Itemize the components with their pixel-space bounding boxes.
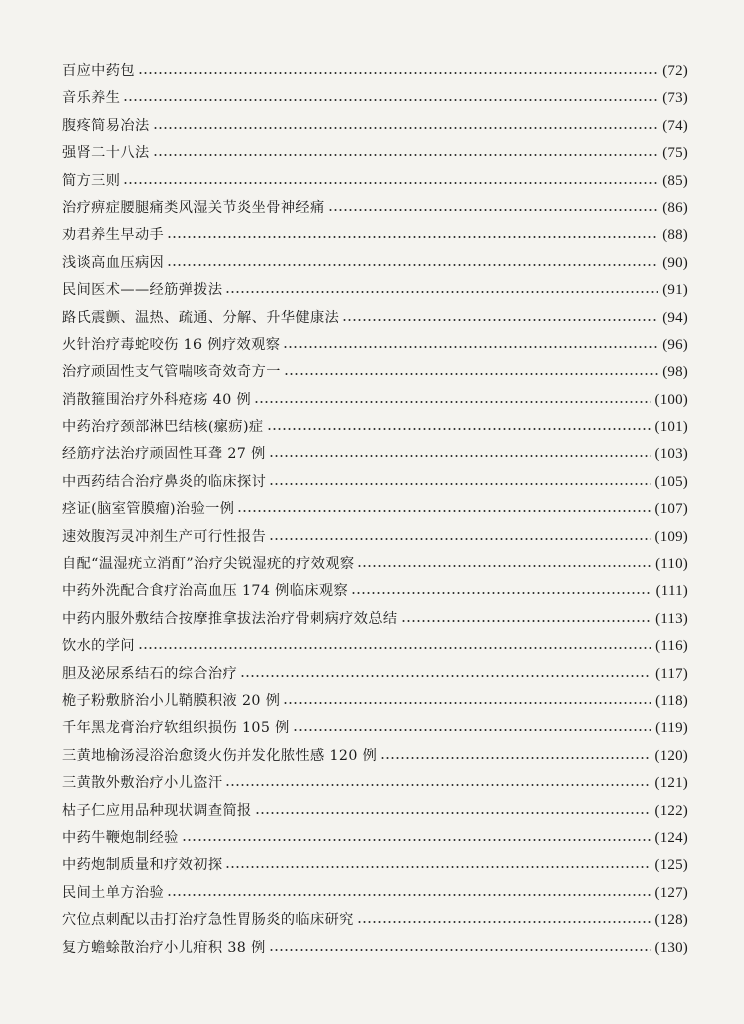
toc-entry-page-number: (113) (655, 610, 688, 627)
toc-entry-page-number: (127) (654, 884, 688, 901)
toc-entry (62, 606, 688, 633)
toc-entry-title: 桅子粉敷脐治小儿鞘膜积液 20 例 (62, 692, 281, 709)
toc-entry-title: 火针治疗毒蛇咬伤 16 例疗效观察 (62, 336, 281, 353)
dot-leader (138, 633, 651, 660)
toc-entry-page-number: (125) (654, 857, 688, 874)
toc-entry-page-number: (91) (662, 282, 688, 299)
toc-entry-title: 治疗痹症腰腿痛类风湿关节炎坐骨神经痛 (62, 199, 325, 216)
dot-leader (269, 935, 651, 962)
dot-leader (225, 277, 658, 304)
dot-leader (269, 441, 651, 468)
toc-entry-page-number: (90) (662, 254, 688, 271)
toc-entry-page-number: (116) (655, 638, 688, 655)
toc-entry (62, 496, 688, 523)
dot-leader (401, 606, 652, 633)
toc-entry-page-number: (103) (654, 446, 688, 463)
dot-leader (225, 770, 650, 797)
toc-entry-page-number: (121) (654, 775, 688, 792)
toc-entry (62, 168, 688, 195)
toc-entry-title: 穴位点刺配以击打治疗急性胃肠炎的临床研究 (62, 912, 354, 929)
toc-entry-page-number: (122) (654, 802, 688, 819)
dot-leader (269, 524, 650, 551)
toc-entry-page-number: (118) (655, 692, 688, 709)
dot-leader (284, 359, 658, 386)
toc-entry (62, 743, 688, 770)
toc-entry (62, 387, 688, 414)
dot-leader (328, 195, 659, 222)
toc-entry-page-number: (86) (662, 199, 688, 216)
dot-leader (380, 743, 650, 770)
toc-entry-page-number: (105) (654, 473, 688, 490)
toc-entry-title: 三黄地榆汤浸浴治愈烫火伤并发化脓性感 120 例 (62, 747, 378, 764)
dot-leader (225, 852, 650, 879)
toc-entry-title: 复方蟾蜍散治疗小儿疳积 38 例 (62, 939, 266, 956)
dot-leader (269, 469, 650, 496)
toc-entry-title: 音乐养生 (62, 90, 121, 107)
toc-entry (62, 852, 688, 879)
toc-entry-page-number: (85) (662, 172, 688, 189)
toc-entry (62, 414, 688, 441)
toc-entry-title: 路氏震颤、温热、疏通、分解、升华健康法 (62, 309, 340, 326)
toc-entry-page-number: (119) (655, 720, 688, 737)
dot-leader (123, 168, 658, 195)
toc-entry-page-number: (96) (662, 336, 688, 353)
toc-entry-page-number: (124) (654, 829, 688, 846)
dot-leader (237, 496, 650, 523)
toc-entry-title: 治疗顽固性支气管喘咳奇效奇方一 (62, 364, 281, 381)
dot-leader (255, 798, 651, 825)
toc-entry (62, 85, 688, 112)
toc-entry-title: 简方三则 (62, 172, 121, 189)
toc-entry (62, 469, 688, 496)
dot-leader (167, 880, 650, 907)
toc-entry-page-number: (73) (662, 90, 688, 107)
toc-entry-title: 经筋疗法治疗顽固性耳聋 27 例 (62, 446, 266, 463)
toc-entry-page-number: (101) (654, 419, 688, 436)
toc-entry-page-number: (109) (654, 528, 688, 545)
toc-entry-title: 消散箍围治疗外科疮疡 40 例 (62, 391, 252, 408)
dot-leader (167, 222, 658, 249)
toc-entry-page-number: (94) (662, 309, 688, 326)
toc-entry-page-number: (75) (662, 145, 688, 162)
toc-entry-title: 中药牛鞭炮制经验 (62, 829, 179, 846)
toc-entry-title: 胆及泌尿系结石的综合治疗 (62, 665, 238, 682)
dot-leader (254, 387, 650, 414)
dot-leader (123, 85, 658, 112)
toc-entry (62, 140, 688, 167)
toc-entry (62, 798, 688, 825)
toc-entry (62, 661, 688, 688)
toc-entry (62, 825, 688, 852)
toc-entry (62, 524, 688, 551)
dot-leader (293, 715, 651, 742)
toc-entry (62, 58, 688, 85)
dot-leader (153, 113, 659, 140)
toc-entry-title: 腹疼简易冶法 (62, 117, 150, 134)
toc-entry-page-number: (98) (662, 364, 688, 381)
toc-entry-page-number: (72) (662, 63, 688, 79)
toc-entry (62, 222, 688, 249)
toc-entry (62, 359, 688, 386)
toc-entry (62, 880, 688, 907)
toc-entry (62, 113, 688, 140)
toc-entry-title: 三黄散外敷治疗小儿盗汗 (62, 775, 223, 792)
toc-entry-title: 千年黑龙膏治疗软组织损伤 105 例 (62, 720, 290, 737)
toc-entry-page-number: (110) (655, 556, 688, 573)
toc-entry-title: 强肾二十八法 (62, 145, 150, 162)
toc-entry-title: 饮水的学问 (62, 638, 135, 655)
toc-entry (62, 770, 688, 797)
toc-entry (62, 907, 688, 934)
toc-entry (62, 441, 688, 468)
toc-entry (62, 195, 688, 222)
toc-entry-page-number: (120) (654, 747, 688, 764)
toc-entry-title: 中药外洗配合食疗治高血压 174 例临床观察 (62, 583, 349, 600)
toc-entry-page-number: (128) (654, 912, 688, 929)
dot-leader (283, 688, 651, 715)
dot-leader (138, 58, 658, 85)
toc-entry (62, 633, 688, 660)
toc-entry-title: 速效腹泻灵冲剂生产可行性报告 (62, 528, 267, 545)
toc-entry-title: 自配“温湿疣立消酊”治疗尖锐湿疣的疗效观察 (62, 556, 355, 573)
table-of-contents (62, 58, 688, 962)
toc-entry-title: 民间土单方治验 (62, 884, 165, 901)
dot-leader (267, 414, 651, 441)
toc-entry (62, 715, 688, 742)
toc-entry (62, 551, 688, 578)
dot-leader (357, 551, 651, 578)
toc-entry-title: 中药炮制质量和疗效初探 (62, 857, 223, 874)
toc-entry (62, 332, 688, 359)
toc-entry-title: 痉证(脑室管膜瘤)治验一例 (62, 501, 235, 518)
dot-leader (153, 140, 659, 167)
toc-entry (62, 688, 688, 715)
dot-leader (182, 825, 651, 852)
toc-entry-title: 劝君养生早动手 (62, 227, 165, 244)
dot-leader (357, 907, 651, 934)
toc-entry (62, 305, 688, 332)
toc-entry-page-number: (100) (654, 391, 688, 408)
dot-leader (351, 578, 652, 605)
toc-entry-page-number: (130) (654, 939, 688, 956)
toc-entry-page-number: (111) (655, 583, 688, 600)
toc-entry-page-number: (88) (662, 227, 688, 244)
toc-entry (62, 935, 688, 962)
toc-entry (62, 250, 688, 277)
toc-entry-title: 中药内服外敷结合按摩推拿拔法治疗骨刺病疗效总结 (62, 610, 398, 627)
toc-entry-title: 浅谈高血压病因 (62, 254, 165, 271)
toc-entry-title: 民间医术——经筋弹拨法 (62, 282, 223, 299)
toc-entry-title: 百应中药包 (62, 63, 135, 79)
toc-entry (62, 578, 688, 605)
dot-leader (342, 305, 658, 332)
dot-leader (283, 332, 658, 359)
toc-entry-title: 中西药结合治疗鼻炎的临床探讨 (62, 473, 267, 490)
toc-entry-page-number: (74) (662, 117, 688, 134)
dot-leader (240, 661, 651, 688)
dot-leader (167, 250, 658, 277)
toc-entry-page-number: (107) (654, 501, 688, 518)
toc-entry-title: 中药治疗颈部淋巴结核(瘰疬)症 (62, 419, 264, 436)
toc-entry-title: 枯子仁应用品种现状调查简报 (62, 802, 252, 819)
toc-entry-page-number: (117) (655, 665, 688, 682)
toc-entry (62, 277, 688, 304)
